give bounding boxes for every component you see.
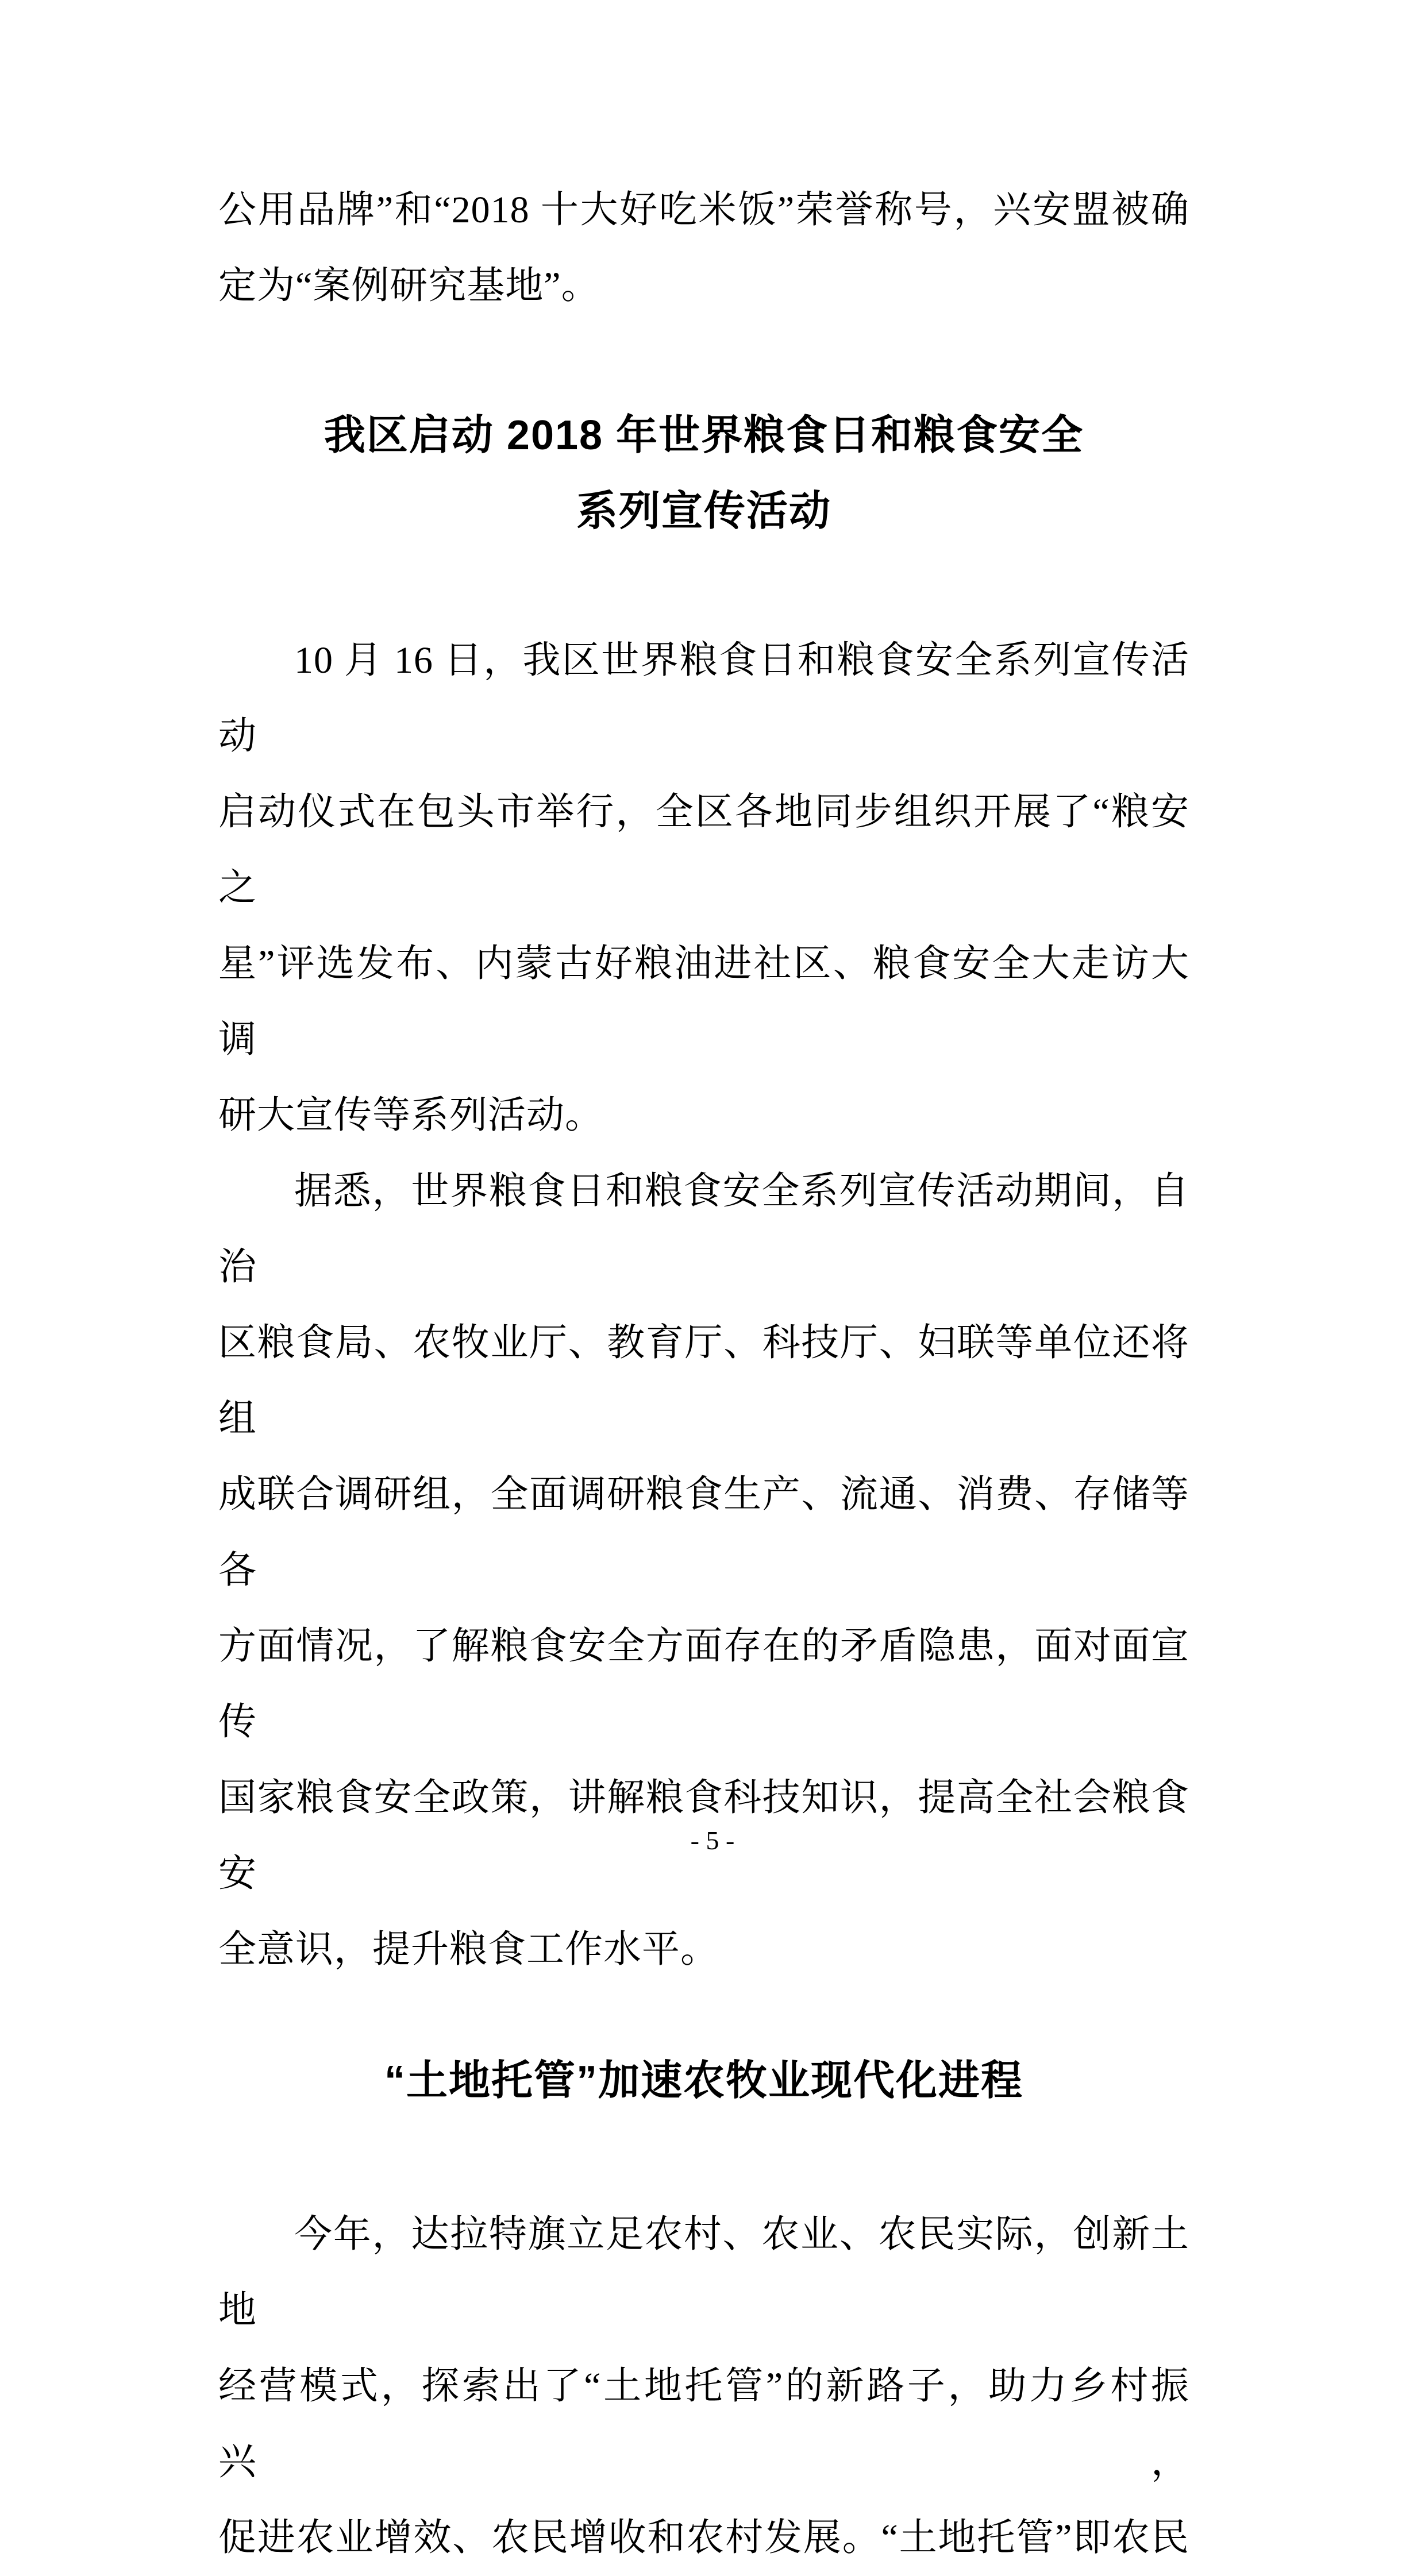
text-line: 公用品牌”和“2018 十大好吃米饭”荣誉称号，兴安盟被确: [218, 189, 1189, 231]
article1-heading: [218, 398, 1189, 549]
article1-heading-line1: 我区启动 2018 年世界粮食日和粮食安全: [323, 412, 1084, 458]
article2-paragraph-1: [218, 2197, 1189, 2576]
text-line: 促进农业增效、农民增收和农村发展。“土地托管”即农民: [218, 2517, 1189, 2559]
continuation-paragraph: [218, 172, 1189, 324]
text-line: 据悉，世界粮食日和粮食安全系列宣传活动期间，自治: [218, 1170, 1189, 1288]
text-line: 今年，达拉特旗立足农村、农业、农民实际，创新土地: [218, 2213, 1189, 2331]
text-line: 定为“案例研究基地”。: [218, 265, 600, 307]
text-line: 启动仪式在包头市举行，全区各地同步组织开展了“粮安之: [218, 791, 1189, 909]
article1-heading-line2: 系列宣传活动: [576, 488, 831, 534]
text-line: 研大宣传等系列活动。: [218, 1094, 603, 1136]
text-line: 区粮食局、农牧业厅、教育厅、科技厅、妇联等单位还将组: [218, 1322, 1189, 1440]
text-line: 国家粮食安全政策，讲解粮食科技知识，提高全社会粮食安: [218, 1777, 1189, 1895]
text-line: 星”评选发布、内蒙古好粮油进社区、粮食安全大走访大调: [218, 943, 1189, 1061]
page-number: - 5 -: [690, 1826, 735, 1855]
article2-heading: [218, 2043, 1189, 2119]
article1-paragraph-2: [218, 1154, 1189, 1988]
article1-paragraph-1: [218, 623, 1189, 1154]
text-line: 成联合调研组，全面调研粮食生产、流通、消费、存储等各: [218, 1474, 1189, 1591]
text-line: 全意识，提升粮食工作水平。: [218, 1929, 719, 1970]
text-line: 10 月 16 日，我区世界粮食日和粮食安全系列宣传活动: [218, 639, 1189, 757]
article2-heading-line1: “土地托管”加速农牧业现代化进程: [384, 2058, 1023, 2104]
text-line: 经营模式，探索出了“土地托管”的新路子，助力乡村振兴，: [218, 2365, 1189, 2483]
text-line: 方面情况，了解粮食安全方面存在的矛盾隐患，面对面宣传: [218, 1625, 1189, 1743]
text-column: [218, 172, 1189, 2576]
